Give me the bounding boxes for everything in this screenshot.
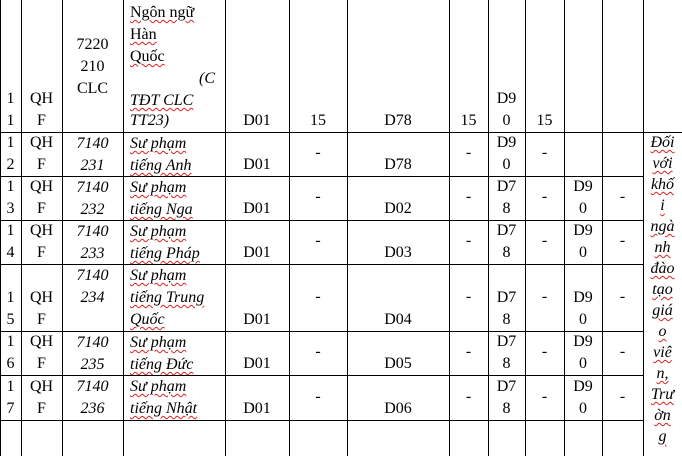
row-count: - xyxy=(315,388,321,405)
note-text: ờn xyxy=(654,407,671,424)
row-school-code: QH xyxy=(29,90,54,107)
row-school-code: F xyxy=(37,156,46,173)
row-stt: 1 xyxy=(6,134,15,151)
row-major-name: tiếng Anh xyxy=(130,157,192,174)
row-stt: 1 xyxy=(6,112,15,129)
row-combo-2: D04 xyxy=(384,311,412,328)
note-text: Trư xyxy=(651,386,674,403)
row-major-code: 233 xyxy=(80,245,105,262)
row-combo-4: D9 xyxy=(573,222,593,239)
row-combo-4: 0 xyxy=(579,200,587,217)
row-combo-2: D06 xyxy=(384,400,412,417)
row-stt: 4 xyxy=(6,244,15,261)
row-school-code: QH xyxy=(29,333,54,350)
row-school-code: F xyxy=(37,355,46,372)
row-count: - xyxy=(541,144,548,161)
row-combo-2: D78 xyxy=(384,156,412,173)
row-stt: 1 xyxy=(6,333,15,350)
row-major-code: 232 xyxy=(80,201,105,218)
row-count: - xyxy=(619,343,626,360)
note-text: đào xyxy=(650,260,675,277)
row-count: - xyxy=(465,343,472,360)
row-count: - xyxy=(619,288,626,305)
row-major-name: Sư phạm xyxy=(130,223,187,240)
row-major-code: 231 xyxy=(80,157,105,174)
row-major-code: 7140 xyxy=(76,378,109,395)
row-major-code: 7220 xyxy=(76,36,109,53)
row-major-name: Hàn xyxy=(130,26,157,43)
row-major-name: Sư phạm xyxy=(130,135,187,152)
row-school-code: F xyxy=(37,311,46,328)
row-combo-4: 0 xyxy=(579,400,587,417)
row-combo-3: 8 xyxy=(502,400,511,417)
row-major-name: tiếng Trung xyxy=(130,289,205,306)
row-stt: 7 xyxy=(6,400,15,417)
note-text: g xyxy=(658,428,667,445)
row-major-name: Sư phạm xyxy=(130,267,187,284)
row-stt: 1 xyxy=(6,222,15,239)
row-major-code: 7140 xyxy=(76,223,109,240)
note-text: viê xyxy=(653,344,672,361)
row-combo-3: D7 xyxy=(496,289,517,306)
row-combo-4: D9 xyxy=(573,333,593,350)
row-combo-1: D01 xyxy=(243,311,271,328)
row-major-name: tiếng Đức xyxy=(130,356,194,373)
row-count: - xyxy=(315,144,321,161)
row-combo-1: D01 xyxy=(243,244,271,261)
row-combo-3: D9 xyxy=(496,134,517,151)
note-text: o xyxy=(658,323,667,340)
row-count: - xyxy=(465,232,472,249)
row-combo-3: 8 xyxy=(502,355,511,372)
row-school-code: QH xyxy=(29,289,54,306)
row-combo-2: D02 xyxy=(384,200,412,217)
row-combo-4: D9 xyxy=(573,378,593,395)
row-combo-2: D78 xyxy=(384,112,412,129)
row-major-name: Quốc xyxy=(130,311,165,328)
row-major-name: Sư phạm xyxy=(130,179,187,196)
row-school-code: QH xyxy=(29,134,54,151)
row-major-code: 235 xyxy=(80,356,105,373)
row-combo-3: D7 xyxy=(496,333,517,350)
row-major-name: Quốc xyxy=(130,48,165,65)
note-text: ngà xyxy=(650,218,675,235)
row-count: - xyxy=(465,388,472,405)
row-school-code: QH xyxy=(29,222,54,239)
row-count: - xyxy=(465,288,472,305)
note-text: Đối xyxy=(650,134,675,151)
row-count: 15 xyxy=(310,112,326,129)
row-count: - xyxy=(541,388,548,405)
row-count: - xyxy=(541,188,548,205)
row-major-code: 7140 xyxy=(76,179,109,196)
note-text: i xyxy=(660,197,665,214)
row-combo-4: 0 xyxy=(579,244,587,261)
row-major-note: TĐT CLC xyxy=(130,92,194,109)
row-combo-3: 8 xyxy=(502,311,511,328)
row-major-note: TT23) xyxy=(130,112,170,129)
row-major-name: Ngôn ngữ xyxy=(130,4,195,21)
row-combo-3: D9 xyxy=(496,90,517,107)
row-school-code: QH xyxy=(29,178,54,195)
row-major-code: 234 xyxy=(80,289,105,306)
row-combo-1: D01 xyxy=(243,400,271,417)
row-count: - xyxy=(541,343,548,360)
row-major-name: tiếng Pháp xyxy=(130,245,200,262)
row-count: - xyxy=(315,188,321,205)
row-school-code: F xyxy=(37,112,46,129)
row-major-name: Sư phạm xyxy=(130,378,187,395)
row-combo-3: D7 xyxy=(496,222,517,239)
row-count: - xyxy=(541,288,548,305)
row-major-note: (C xyxy=(199,70,215,87)
row-stt: 1 xyxy=(6,289,15,306)
row-school-code: F xyxy=(37,400,46,417)
row-count: - xyxy=(315,288,321,305)
note-text: n, xyxy=(656,365,669,382)
row-combo-4: D9 xyxy=(573,178,593,195)
row-combo-3: 0 xyxy=(502,112,511,129)
row-stt: 3 xyxy=(6,200,15,217)
row-major-code: 236 xyxy=(80,400,105,417)
note-text: khố xyxy=(650,176,675,193)
row-combo-3: 8 xyxy=(502,200,511,217)
row-major-code: 7140 xyxy=(76,267,109,284)
row-count: - xyxy=(619,188,626,205)
row-major-code: CLC xyxy=(76,80,109,97)
row-count: - xyxy=(315,343,321,360)
row-major-name: Sư phạm xyxy=(130,334,187,351)
row-count: 15 xyxy=(460,112,477,129)
row-combo-2: D05 xyxy=(384,355,412,372)
row-major-code: 7140 xyxy=(76,334,109,351)
row-combo-1: D01 xyxy=(243,200,271,217)
row-stt: 5 xyxy=(6,311,15,328)
row-stt: 1 xyxy=(6,90,15,107)
row-combo-3: D7 xyxy=(496,378,517,395)
row-combo-1: D01 xyxy=(243,112,271,129)
row-combo-1: D01 xyxy=(243,355,271,372)
row-combo-3: D7 xyxy=(496,178,517,195)
row-count: - xyxy=(541,232,548,249)
row-combo-3: 0 xyxy=(502,156,511,173)
row-combo-1: D01 xyxy=(243,156,271,173)
note-text: nh xyxy=(654,239,671,256)
row-stt: 1 xyxy=(6,178,15,195)
row-combo-4: 0 xyxy=(579,311,587,328)
row-school-code: F xyxy=(37,244,46,261)
row-count: - xyxy=(619,232,626,249)
row-combo-2: D03 xyxy=(384,244,412,261)
row-school-code: F xyxy=(37,200,46,217)
row-count: - xyxy=(315,232,321,249)
row-major-name: tiếng Nhật xyxy=(130,400,198,417)
row-stt: 2 xyxy=(6,156,15,173)
row-major-name: tiếng Nga xyxy=(130,201,193,218)
row-school-code: QH xyxy=(29,378,54,395)
row-combo-4: 0 xyxy=(579,355,587,372)
row-combo-3: 8 xyxy=(502,244,511,261)
note-text: với xyxy=(652,155,673,172)
row-count: - xyxy=(465,144,472,161)
row-count: - xyxy=(465,188,472,205)
row-count: - xyxy=(619,388,626,405)
row-stt: 1 xyxy=(6,378,15,395)
note-text: tạo xyxy=(652,281,673,298)
note-text: giá xyxy=(652,302,673,319)
row-major-code: 7140 xyxy=(76,135,109,152)
row-count: 15 xyxy=(536,112,553,129)
row-combo-4: D9 xyxy=(573,289,593,306)
row-stt: 6 xyxy=(6,355,15,372)
row-major-code: 210 xyxy=(80,58,105,75)
